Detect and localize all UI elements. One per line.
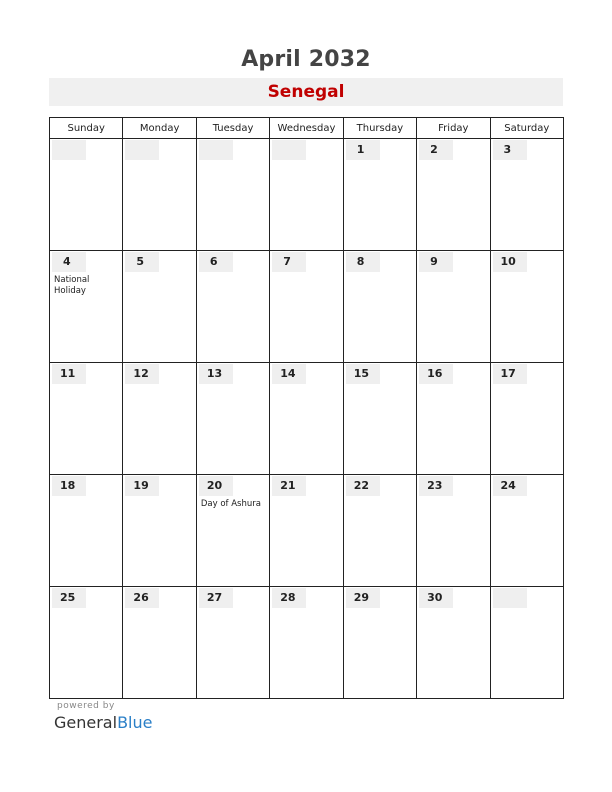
day-number bbox=[52, 140, 86, 160]
day-cell[interactable] bbox=[270, 363, 343, 475]
holiday-event: Day of Ashura bbox=[200, 499, 261, 509]
day-cell[interactable] bbox=[196, 251, 269, 363]
day-number: 22 bbox=[346, 476, 380, 496]
day-number: 11 bbox=[52, 364, 86, 384]
day-cell[interactable] bbox=[123, 475, 196, 587]
day-cell[interactable] bbox=[417, 139, 490, 251]
empty-day-cell bbox=[490, 587, 563, 699]
day-cell[interactable] bbox=[343, 139, 416, 251]
day-cell[interactable] bbox=[490, 475, 563, 587]
day-number: 12 bbox=[125, 364, 159, 384]
day-cell[interactable] bbox=[123, 251, 196, 363]
weekday-tuesday: Tuesday bbox=[196, 118, 269, 139]
day-number: 2 bbox=[419, 140, 453, 160]
day-cell[interactable] bbox=[417, 363, 490, 475]
day-cell[interactable] bbox=[270, 475, 343, 587]
day-number: 19 bbox=[125, 476, 159, 496]
empty-day-cell bbox=[270, 139, 343, 251]
day-number: 14 bbox=[272, 364, 306, 384]
day-number: 24 bbox=[493, 476, 527, 496]
day-number: 28 bbox=[272, 588, 306, 608]
weekday-header-row bbox=[50, 118, 564, 139]
day-number bbox=[272, 140, 306, 160]
week-row bbox=[50, 363, 564, 475]
weekday-friday: Friday bbox=[417, 118, 490, 139]
day-cell[interactable] bbox=[123, 587, 196, 699]
day-number: 4 bbox=[52, 252, 86, 272]
day-cell[interactable] bbox=[123, 363, 196, 475]
generalblue-logo[interactable] bbox=[54, 713, 152, 732]
day-cell[interactable] bbox=[50, 251, 123, 363]
day-number: 3 bbox=[493, 140, 527, 160]
day-number: 5 bbox=[125, 252, 159, 272]
day-number: 18 bbox=[52, 476, 86, 496]
day-number: 1 bbox=[346, 140, 380, 160]
day-number: 10 bbox=[493, 252, 527, 272]
day-cell[interactable] bbox=[50, 475, 123, 587]
brand-general: General bbox=[54, 713, 118, 732]
empty-day-cell bbox=[123, 139, 196, 251]
day-number: 23 bbox=[419, 476, 453, 496]
day-cell[interactable] bbox=[490, 363, 563, 475]
day-cell[interactable] bbox=[417, 475, 490, 587]
empty-day-cell bbox=[196, 139, 269, 251]
day-cell[interactable] bbox=[343, 363, 416, 475]
day-number: 27 bbox=[199, 588, 233, 608]
day-number: 17 bbox=[493, 364, 527, 384]
day-number: 16 bbox=[419, 364, 453, 384]
day-cell[interactable] bbox=[270, 587, 343, 699]
day-number: 13 bbox=[199, 364, 233, 384]
day-number: 15 bbox=[346, 364, 380, 384]
country-banner bbox=[49, 78, 563, 106]
day-number: 7 bbox=[272, 252, 306, 272]
weekday-saturday: Saturday bbox=[490, 118, 563, 139]
calendar-title: April 2032 bbox=[241, 47, 371, 72]
day-cell[interactable] bbox=[490, 251, 563, 363]
day-number bbox=[493, 588, 527, 608]
weekday-wednesday: Wednesday bbox=[270, 118, 343, 139]
country-name: Senegal bbox=[267, 82, 345, 102]
day-number: 9 bbox=[419, 252, 453, 272]
day-number: 29 bbox=[346, 588, 380, 608]
day-number bbox=[125, 140, 159, 160]
day-number: 8 bbox=[346, 252, 380, 272]
weekday-thursday: Thursday bbox=[343, 118, 416, 139]
day-cell[interactable] bbox=[343, 475, 416, 587]
day-number: 26 bbox=[125, 588, 159, 608]
holiday-event: National Holiday bbox=[54, 275, 90, 296]
day-cell[interactable] bbox=[490, 139, 563, 251]
powered-by-label: powered by bbox=[57, 701, 115, 711]
day-cell[interactable] bbox=[343, 587, 416, 699]
day-number bbox=[199, 140, 233, 160]
weekday-monday: Monday bbox=[123, 118, 196, 139]
day-number: 20 bbox=[199, 476, 233, 496]
day-cell[interactable] bbox=[417, 587, 490, 699]
day-cell[interactable] bbox=[196, 363, 269, 475]
day-cell[interactable] bbox=[50, 587, 123, 699]
brand-blue: Blue bbox=[117, 713, 153, 732]
day-number: 25 bbox=[52, 588, 86, 608]
day-cell[interactable] bbox=[196, 587, 269, 699]
day-number: 6 bbox=[199, 252, 233, 272]
week-row bbox=[50, 139, 564, 251]
calendar-grid bbox=[49, 117, 564, 699]
weekday-sunday: Sunday bbox=[50, 118, 123, 139]
week-row bbox=[50, 587, 564, 699]
week-row bbox=[50, 251, 564, 363]
day-cell[interactable] bbox=[270, 251, 343, 363]
day-cell[interactable] bbox=[343, 251, 416, 363]
day-number: 21 bbox=[272, 476, 306, 496]
day-cell[interactable] bbox=[196, 475, 269, 587]
day-cell[interactable] bbox=[417, 251, 490, 363]
day-cell[interactable] bbox=[50, 363, 123, 475]
empty-day-cell bbox=[50, 139, 123, 251]
day-number: 30 bbox=[419, 588, 453, 608]
week-row bbox=[50, 475, 564, 587]
